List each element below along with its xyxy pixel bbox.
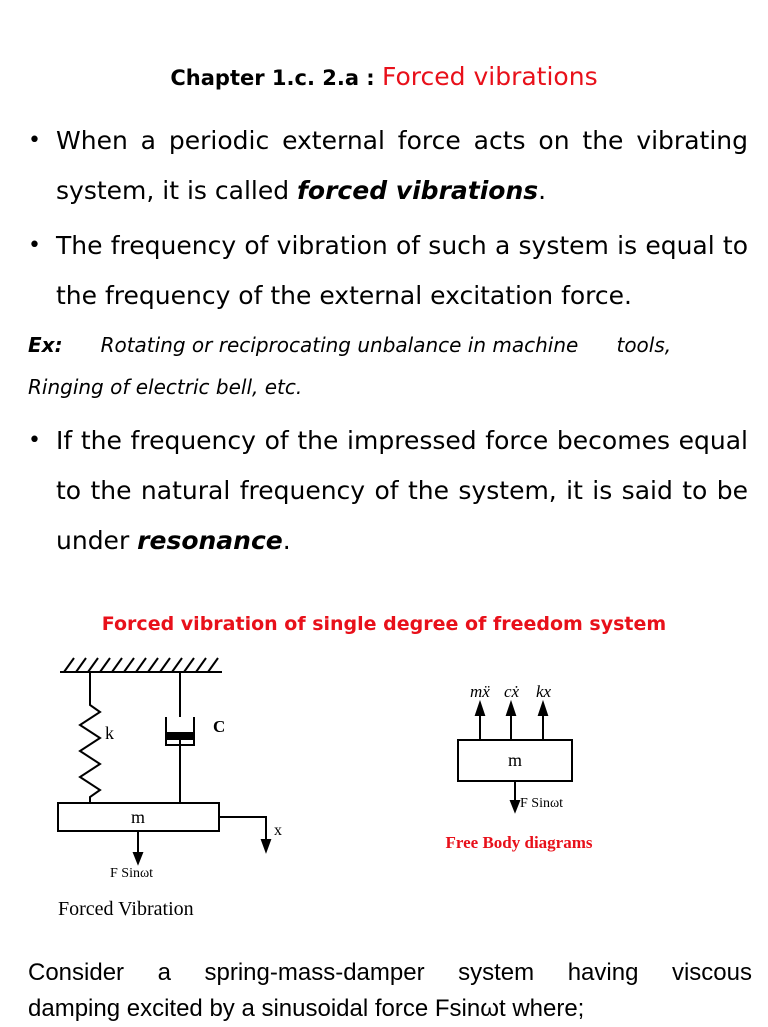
displacement-label: x	[274, 822, 282, 839]
example-label: Ex:	[28, 333, 63, 357]
bottom-paragraph-line2: damping excited by a sinusoidal force Fsinωt where;	[28, 995, 585, 1022]
bullet-item	[28, 116, 748, 216]
bullet-dot: •	[28, 428, 41, 453]
fbd-mass-label: m	[507, 750, 523, 770]
example-block	[28, 324, 750, 408]
bullet-dot: •	[28, 128, 41, 153]
title-main: Forced vibrations	[382, 62, 598, 91]
left-figure-caption: Forced Vibration	[58, 898, 194, 920]
example-line2: Ringing of electric bell, etc.	[28, 375, 303, 399]
bullet-text-before: If the frequency of the impressed force becomes equal to the natural frequency of the system, it is said to be under	[56, 426, 748, 555]
bullet-text-before: When a periodic external force acts on the vibrating system, it is called	[56, 126, 748, 205]
ceiling-support	[60, 658, 222, 672]
fbd-force-arrow	[511, 781, 519, 811]
fbd-force-arrows	[476, 703, 547, 740]
spring-mass-damper-diagram	[0, 645, 768, 945]
mass-label: m	[130, 807, 146, 827]
bullet-emphasis: resonance	[137, 526, 283, 555]
force-label: F Sinωt	[110, 866, 154, 881]
example-line1: Rotating or reciprocating unbalance in machine tools,	[100, 333, 672, 357]
bullet-emphasis: forced vibrations	[297, 176, 539, 205]
figure-heading: Forced vibration of single degree of freedom system	[101, 613, 667, 635]
slide-title	[0, 62, 768, 91]
fbd-caption: Free Body diagrams	[445, 833, 593, 852]
fbd-spring-label: kx	[536, 682, 552, 701]
force-arrow	[134, 831, 142, 863]
bullet-text	[56, 221, 748, 321]
bullet-dot: •	[28, 233, 41, 258]
bullet-text-after: .	[282, 526, 291, 555]
spring	[80, 672, 100, 803]
title-prefix: Chapter 1.c. 2.a :	[170, 66, 383, 90]
bullet-text-after: .	[538, 176, 547, 205]
damper-label: C	[213, 717, 226, 736]
bullet-text	[56, 416, 748, 566]
bullet-text	[56, 116, 748, 216]
damper	[166, 672, 194, 803]
fbd-damping-label: cẋ	[504, 682, 520, 701]
spring-label: k	[105, 723, 114, 743]
bullet-text-before: The frequency of vibration of such a system is equal to the frequency of the external excitation force.	[56, 231, 748, 310]
bullet-item	[28, 221, 748, 321]
fbd-inertia-label: mẍ	[470, 682, 490, 701]
bullet-item	[28, 416, 748, 566]
bottom-paragraph-line1: Consider a spring-mass-damper system having viscous	[28, 959, 752, 986]
displacement-arrow	[219, 817, 270, 851]
fbd-force-label: F Sinωt	[520, 796, 564, 811]
